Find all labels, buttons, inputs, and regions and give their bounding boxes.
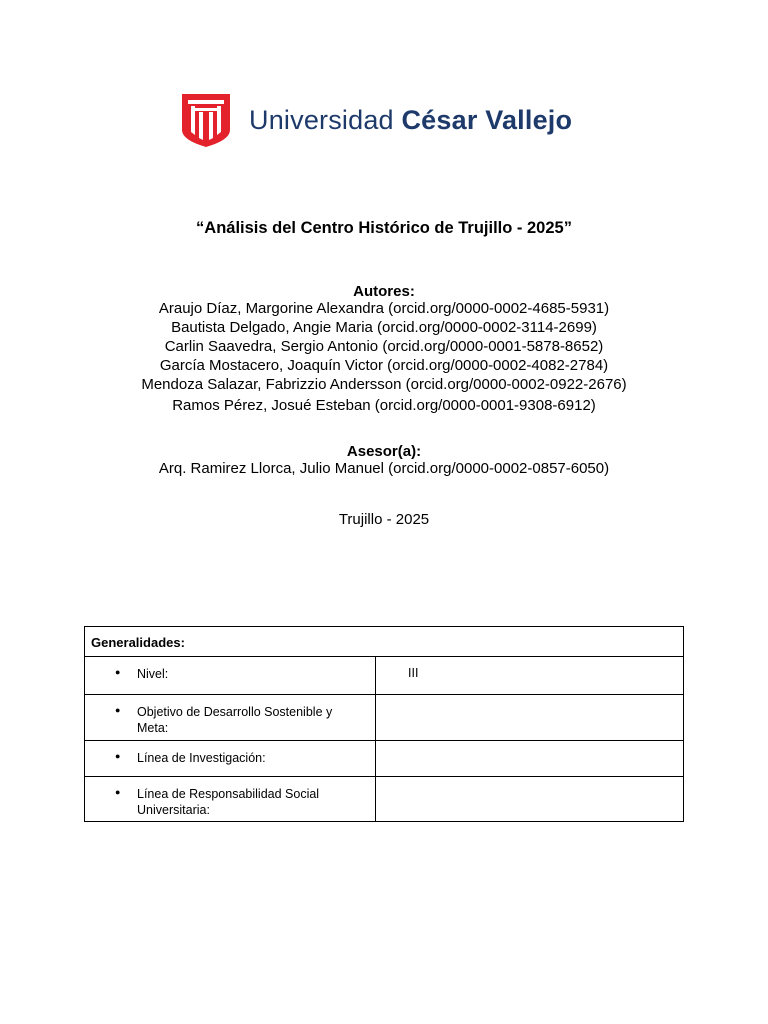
row-value-cell xyxy=(376,741,684,777)
university-logo xyxy=(181,92,572,148)
row-value-cell xyxy=(376,777,684,822)
advisor-name: Arq. Ramirez Llorca, Julio Manuel (orcid.org/0000-0002-0857-6050) xyxy=(158,460,610,477)
table-row xyxy=(85,657,684,695)
advisor-heading: Asesor(a): xyxy=(346,443,422,460)
bullet-icon: ● xyxy=(115,787,121,797)
author-line: Ramos Pérez, Josué Esteban (orcid.org/0000-0001-9308-6912) xyxy=(172,397,596,414)
logo-text-bold: César Vallejo xyxy=(401,104,573,135)
row-value-cell xyxy=(376,657,684,695)
ucv-shield-icon xyxy=(181,92,231,148)
author-line: Bautista Delgado, Angie Maria (orcid.org/0000-0002-3114-2699) xyxy=(171,319,597,336)
row-label-cell xyxy=(85,695,376,741)
row-label-cell xyxy=(85,657,376,695)
place-year: Trujillo - 2025 xyxy=(338,511,430,528)
bullet-icon: ● xyxy=(115,705,121,715)
bullet-icon: ● xyxy=(115,667,121,677)
document-title: “Análisis del Centro Histórico de Trujillo - 2025” xyxy=(196,219,572,237)
logo-text-regular: Universidad xyxy=(249,104,394,135)
row-label: Nivel: xyxy=(137,667,169,681)
author-line: Carlin Saavedra, Sergio Antonio (orcid.org/0000-0001-5878-8652) xyxy=(164,338,604,355)
row-value: III xyxy=(408,666,419,680)
row-value-cell xyxy=(376,695,684,741)
row-label: Objetivo de Desarrollo Sostenible y Meta: xyxy=(137,705,333,735)
author-line: García Mostacero, Joaquín Victor (orcid.org/0000-0002-4082-2784) xyxy=(159,357,609,374)
authors-heading: Autores: xyxy=(353,283,415,300)
generalidades-table xyxy=(84,626,684,822)
row-label: Línea de Investigación: xyxy=(137,751,266,765)
author-line: Mendoza Salazar, Fabrizzio Andersson (orcid.org/0000-0002-0922-2676) xyxy=(141,376,627,393)
row-label-cell xyxy=(85,741,376,777)
table-row xyxy=(85,695,684,741)
author-line: Araujo Díaz, Margorine Alexandra (orcid.org/0000-0002-4685-5931) xyxy=(158,300,610,317)
generalidades-heading: Generalidades: xyxy=(85,627,684,657)
logo-wordmark xyxy=(249,105,572,136)
row-label: Línea de Responsabilidad Social Universitaria: xyxy=(137,787,320,817)
table-row xyxy=(85,741,684,777)
table-row xyxy=(85,777,684,822)
row-label-cell xyxy=(85,777,376,822)
bullet-icon: ● xyxy=(115,751,121,761)
